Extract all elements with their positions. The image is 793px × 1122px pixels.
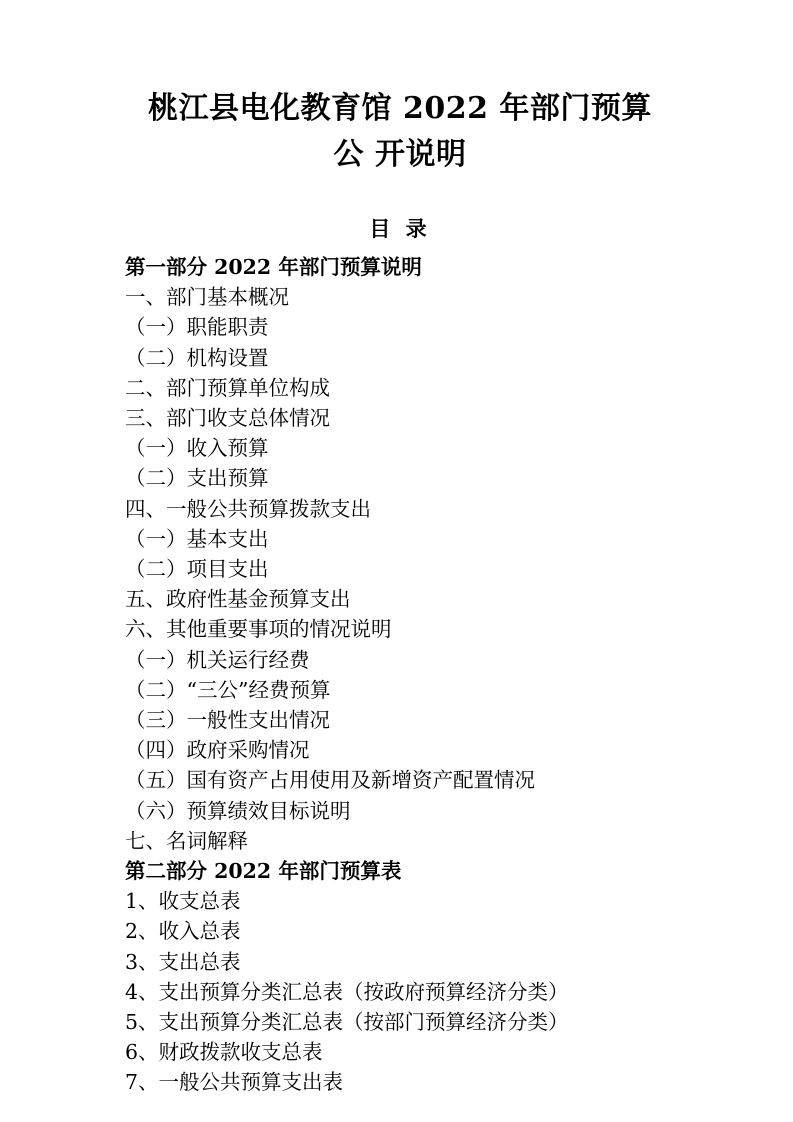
document-content xyxy=(125,86,675,1098)
list-item: 6、财政拨款收支总表 xyxy=(125,1040,323,1065)
list-item: 4、支出预算分类汇总表（按政府预算经济分类） xyxy=(125,979,569,1004)
list-item: （二）支出预算 xyxy=(125,466,269,491)
table-of-contents xyxy=(125,252,675,1098)
list-item: 1、收支总表 xyxy=(125,889,241,914)
page-title: 桃江县电化教育馆 2022 年部门预算公 开说明 xyxy=(148,91,652,172)
list-item: （一）收入预算 xyxy=(125,436,269,461)
list-item: （二）“三公”经费预算 xyxy=(125,677,331,702)
list-item: 5、支出预算分类汇总表（按部门预算经济分类） xyxy=(125,1010,569,1035)
list-item: 第二部分 2022 年部门预算表 xyxy=(125,859,402,884)
list-item: 四、一般公共预算拨款支出 xyxy=(125,496,371,521)
list-item: 2、收入总表 xyxy=(125,919,241,944)
list-item: （二）项目支出 xyxy=(125,557,269,582)
list-item: （四）政府采购情况 xyxy=(125,738,310,763)
list-item: 3、支出总表 xyxy=(125,949,241,974)
list-item: （一）机关运行经费 xyxy=(125,647,310,672)
list-item: （五）国有资产占用使用及新增资产配置情况 xyxy=(125,768,535,793)
list-item: （一）职能职责 xyxy=(125,315,269,340)
list-item: 二、部门预算单位构成 xyxy=(125,375,330,400)
list-item: 六、其他重要事项的情况说明 xyxy=(125,617,392,642)
list-item: 五、政府性基金预算支出 xyxy=(125,587,351,612)
list-item: （二）机构设置 xyxy=(125,345,269,370)
list-item: （三）一般性支出情况 xyxy=(125,708,330,733)
toc-heading: 目 录 xyxy=(369,216,431,241)
list-item: 一、部门基本概况 xyxy=(125,285,289,310)
list-item: 第一部分 2022 年部门预算说明 xyxy=(125,255,422,279)
list-item: 7、一般公共预算支出表 xyxy=(125,1070,344,1095)
list-item: （六）预算绩效目标说明 xyxy=(125,798,351,823)
list-item: 七、名词解释 xyxy=(125,828,248,853)
list-item: 三、部门收支总体情况 xyxy=(125,406,330,431)
list-item: （一）基本支出 xyxy=(125,526,269,551)
